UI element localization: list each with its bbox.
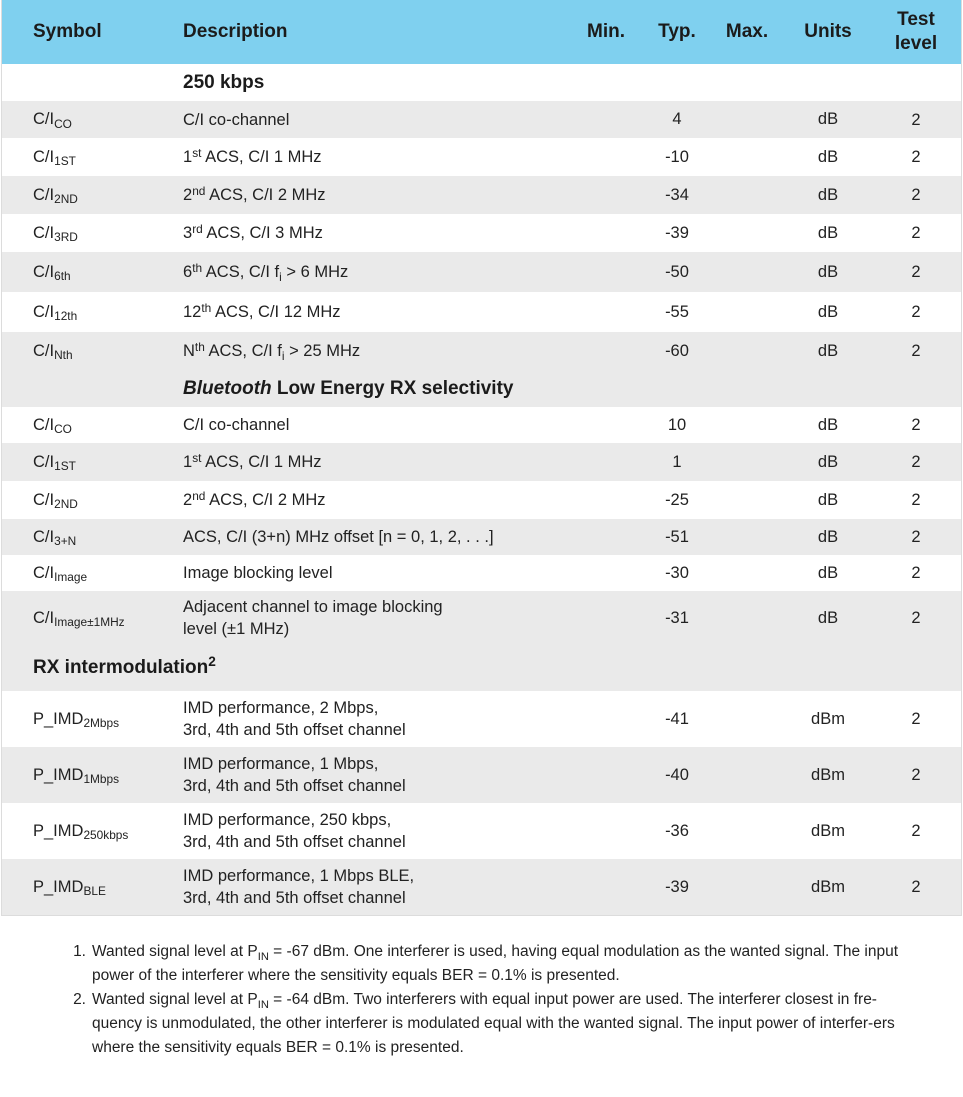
- units-cell: dB: [817, 185, 839, 204]
- test-level-cell: 2: [911, 186, 921, 204]
- test-level-cell: 2: [911, 110, 921, 129]
- spec-table: [1, 0, 962, 916]
- symbol-cell: C/I $_{2ND}$: [33, 185, 78, 207]
- test-level-cell: 2: [911, 822, 921, 840]
- description-cell: Image blocking level: [183, 564, 333, 582]
- table-row: [2, 214, 961, 252]
- table-row: [2, 591, 961, 645]
- footnote-item: 1. Wanted signal level at $P_{IN} = -67$ dBm. One interferer is used, having equal modulation as the wanted signal. The input power of the interferer where the sensitivity equals BER = 0.1% is presented.: [73, 943, 899, 984]
- description-cell: Adjacent channel to image blocking level (±1 MHz): [183, 598, 443, 638]
- table-row: [2, 481, 961, 519]
- table-row: [2, 519, 961, 555]
- section-ble-selectivity: [2, 370, 961, 407]
- table-row: [2, 252, 961, 292]
- col-units-header: Units: [804, 21, 852, 42]
- table-row: [2, 138, 961, 176]
- typ-cell: -25: [665, 490, 689, 509]
- description-cell: IMD performance, 250 kbps, 3rd, 4th and 5th offset channel: [183, 811, 406, 851]
- section-rx-intermodulation: RX intermodulation $^2$: [2, 645, 961, 691]
- units-cell: dB: [817, 415, 839, 434]
- description-cell: IMD performance, 1 Mbps, 3rd, 4th and 5th offset channel: [183, 755, 406, 795]
- description-cell: 6th ACS, C/I $f_i > 6$ MHz: [183, 260, 349, 285]
- symbol-cell: C/I $_{Nth}$: [33, 341, 73, 363]
- test-level-cell: 2: [911, 148, 921, 166]
- typ-cell: -34: [665, 185, 689, 204]
- symbol-cell: C/I $_{Image}$: [33, 563, 88, 585]
- typ-cell: -55: [665, 302, 689, 321]
- symbol-cell: C/I $_{1ST}$: [33, 452, 76, 474]
- typ-cell: -51: [665, 527, 689, 546]
- symbol-cell: P_IMD $_{2Mbps}$: [33, 709, 120, 731]
- description-cell: $N^{th}$ ACS, C/I $f_i > 25$ MHz: [183, 339, 361, 364]
- description-cell: ACS, C/I (3+n) MHz offset [n = 0, 1, 2, . . .]: [183, 528, 494, 546]
- table-row: [2, 292, 961, 332]
- typ-cell: 4: [672, 110, 682, 128]
- units-cell: dBm: [811, 765, 845, 784]
- col-description-header: Description: [183, 21, 288, 42]
- table-row: [2, 859, 961, 915]
- typ-cell: -40: [665, 765, 689, 784]
- units-cell: dB: [817, 490, 839, 509]
- typ-cell: 1: [672, 452, 682, 471]
- units-cell: dB: [817, 110, 839, 128]
- units-cell: dB: [817, 452, 839, 471]
- symbol-cell: C/I $_{CO}$: [33, 415, 72, 437]
- col-max-header: Max.: [725, 21, 769, 42]
- col-test-level-header: Test level: [894, 9, 938, 54]
- section-imd-text: RX intermodulation: [33, 657, 209, 678]
- table-row: [2, 407, 961, 443]
- test-level-cell: 2: [911, 491, 921, 509]
- table-row: [2, 101, 961, 138]
- test-level-cell: 2: [911, 342, 921, 360]
- typ-cell: -60: [665, 341, 689, 360]
- typ-cell: -10: [665, 147, 689, 166]
- table-row: [2, 747, 961, 803]
- symbol-cell: C/I $_{3+N}$: [33, 527, 77, 549]
- test-level-cell: 2: [911, 609, 921, 627]
- section-250kbps: 250 kbps: [183, 71, 265, 93]
- description-cell: 2nd ACS, C/I 2 MHz: [183, 183, 326, 204]
- units-cell: dB: [817, 223, 839, 242]
- description-cell: C/I co-channel: [183, 416, 290, 434]
- typ-cell: -36: [665, 821, 689, 840]
- description-cell: C/I co-channel: [183, 110, 290, 129]
- symbol-cell: C/I $_{1ST}$: [33, 147, 76, 169]
- section-ble-italic: Bluetooth: [183, 377, 272, 399]
- typ-cell: -31: [665, 608, 689, 627]
- test-level-cell: 2: [911, 766, 921, 784]
- units-cell: dB: [817, 341, 839, 360]
- units-cell: dB: [817, 527, 839, 546]
- units-cell: dB: [817, 262, 839, 281]
- symbol-cell: C/I $_{2ND}$: [33, 490, 78, 512]
- symbol-cell: P_IMD $_{1Mbps}$: [33, 765, 120, 787]
- units-cell: dBm: [811, 709, 845, 728]
- section-ble-text: Low Energy RX selectivity: [271, 377, 514, 399]
- description-cell: 3rd ACS, C/I 3 MHz: [183, 221, 323, 242]
- test-level-cell: 2: [911, 528, 921, 546]
- test-level-cell: 2: [911, 224, 921, 242]
- units-cell: dBm: [811, 877, 845, 896]
- typ-cell: -39: [665, 877, 689, 896]
- test-level-cell: 2: [911, 710, 921, 728]
- typ-cell: -50: [665, 262, 689, 281]
- table-row: [2, 332, 961, 370]
- description-cell: 1st ACS, C/I 1 MHz: [183, 145, 322, 166]
- description-cell: 1st ACS, C/I 1 MHz: [183, 450, 322, 471]
- symbol-cell: C/I $_{Image\pm 1MHz}$: [33, 608, 125, 630]
- test-level-cell: 2: [911, 878, 921, 896]
- table-row: [2, 176, 961, 214]
- units-cell: dB: [817, 302, 839, 321]
- description-cell: 2nd ACS, C/I 2 MHz: [183, 488, 326, 509]
- units-cell: dB: [817, 608, 839, 627]
- table-header: [2, 0, 961, 64]
- table-row: [2, 443, 961, 481]
- test-level-cell: 2: [911, 263, 921, 281]
- typ-cell: -41: [665, 709, 689, 728]
- col-typ-header: Typ.: [658, 21, 696, 42]
- table-row: [2, 555, 961, 591]
- table-row: [2, 691, 961, 747]
- units-cell: dBm: [811, 821, 845, 840]
- col-min-header: Min.: [587, 21, 625, 42]
- symbol-cell: C/I $_{3RD}$: [33, 223, 78, 245]
- symbol-cell: P_IMD $_{250kbps}$: [33, 821, 129, 843]
- test-level-cell: 2: [911, 416, 921, 434]
- typ-cell: -39: [665, 223, 689, 242]
- description-cell: 12th ACS, C/I 12 MHz: [183, 300, 341, 321]
- test-level-cell: 2: [911, 453, 921, 471]
- symbol-cell: C/I $_{12th}$: [33, 302, 78, 324]
- units-cell: dB: [817, 563, 839, 582]
- units-cell: dB: [817, 147, 839, 166]
- typ-cell: -30: [665, 563, 689, 582]
- test-level-cell: 2: [911, 564, 921, 582]
- col-symbol-header: Symbol: [33, 21, 102, 42]
- symbol-cell: P_IMD $_{BLE}$: [33, 877, 106, 899]
- table-row: [2, 803, 961, 859]
- test-level-cell: 2: [911, 303, 921, 321]
- description-cell: IMD performance, 1 Mbps BLE, 3rd, 4th and 5th offset channel: [183, 867, 415, 907]
- symbol-cell: C/I $_{6th}$: [33, 262, 71, 284]
- typ-cell: 10: [667, 415, 687, 434]
- footnote-item: 2. Wanted signal level at $P_{IN} = -64$ dBm. Two interferers with equal input power are used. The interferer closest in fre-quency is unmodulated, the other interferer is modulated equal with the wanted signal. The input power of interfer-ers where the sensitivity equals BER = 0.1% is presented.: [73, 991, 895, 1056]
- symbol-cell: C/I $_{CO}$: [33, 110, 72, 131]
- description-cell: IMD performance, 2 Mbps, 3rd, 4th and 5th offset channel: [183, 699, 406, 739]
- footnotes: [58, 940, 918, 1060]
